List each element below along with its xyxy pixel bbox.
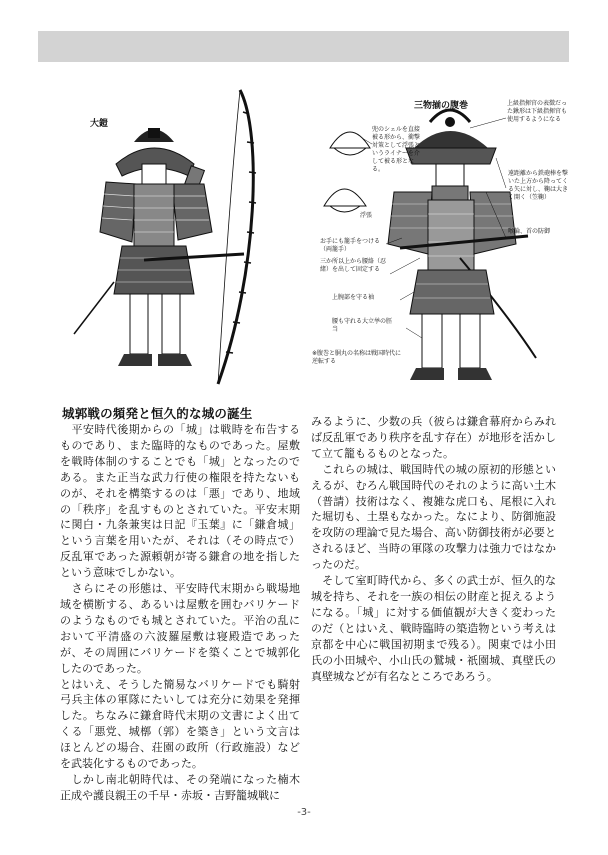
paragraph: さらにその形態は、平安時代末期から戦場地域を横断する、あるいは屋敷を囲むバリケードのようなものでも城とされていた。平治の乱において平清盛の六波羅屋敷は寝殿造であったが、その周囲にバリケードを築くことで城郭化したのであった。 [60,582,300,675]
oyoroi-illustration [44,72,294,392]
haramaki-title: 三物揃の腹巻 [414,101,469,111]
body-left-column [60,422,300,804]
oyoroi-drawing [44,72,294,392]
paragraph: 平安時代後期からの「城」は戦時を布告するものであり、また臨時的なものであった。屋敷を戦時体制のすることでも「城」となったのである。また正当な武力行使の権限を持たないものが、それを構築するのは「悪」であり、地域の「秩序」を乱すものとされていた。平安末期に関白・九条兼実は日記『玉葉』に「鎌倉城」という言葉を用いたが、それは（その時点で）反乱軍であった源頼朝が寄る鎌倉の地を指したという意味でしかない。 [60,423,300,580]
callout-kuwagata: 上級指揮官の表徴だった鍬形は下級指揮官も使用するようになる [507,100,568,123]
callout-suneate: 腰も守れる大立挙の脛当 [332,318,393,333]
paragraph: とはいえ、そうした簡易なバリケードでも騎射弓兵主体の軍隊にたいしては充分に効果を発揮した。ちなみに鎌倉時代末期の文書によく出てくる「悪党、城槨（郭）を築き」という文言はほとんどの場合、荘園の政所（行政施設）などを武装化するものであった。 [60,677,300,771]
callout-sode: 上腕部を守る袖 [332,294,375,301]
callout-note: ※腹巻と胴丸の名称は戦国時代に逆転する [312,350,402,365]
haramaki-illustration [310,88,572,388]
callout-shinobinoo: 三か所以上から腰絡（忍緒）を出して固定する [320,258,387,273]
callout-nodowa: 喉輪、首の防御 [508,228,551,235]
callout-ryogote: お手にも籠手をつける（両籠手） [320,238,381,253]
section-title: 城郭戦の頻発と恒久的な城の誕生 [62,406,253,421]
callout-kasajikoro: 遠距離から鉄砲棒を撃いた上方から降ってくる矢に対し、鞠は大きく開く（笠鞠） [508,170,569,201]
header-band [38,31,569,62]
paragraph: みるように、少数の兵（彼らは鎌倉幕府からみれば反乱軍であり秩序を乱す存在）が地形を活かして立て籠もるものとなった。 [311,415,556,460]
paragraph: これらの城は、戦国時代の城の原初的形態といえるが、むろん戦国時代のそれのように高い土木（普請）技術はなく、複雑な虎口も、尾根に入れた堀切も、土塁もなかった。なにより、防御施設を攻防の理論で見た場合、高い防御技術が必要とされるほど、当時の軍隊の攻撃力は強力ではなかったのだ。 [311,462,556,572]
callout-ukibari: 浮張 [360,212,373,219]
paragraph: そして室町時代から、多くの武士が、恒久的な城を持ち、それを一族の相伝の財産と捉えるようになる。「城」に対する価値観が大きく変わったのだ（とはいえ、戦時臨時の築造物という考えは京都を中心に戦国初期まで残る）。関東では小田氏の小田城や、小山氏の鷲城・祇園城、真壁氏の真壁城などが有名なところであろう。 [311,574,556,683]
callout-ukibari-shell: 兜のシェルを直接被る形から、衝撃対策として浮張というライナーを介して被る形となる。 [372,126,421,173]
oyoroi-title: 大鎧 [90,119,109,129]
paragraph: しかし南北朝時代は、その発端になった楠木正成や護良親王の千早・赤坂・吉野籠城戦に [60,772,300,802]
page-number: -3- [297,807,311,818]
body-right-column [311,414,556,684]
